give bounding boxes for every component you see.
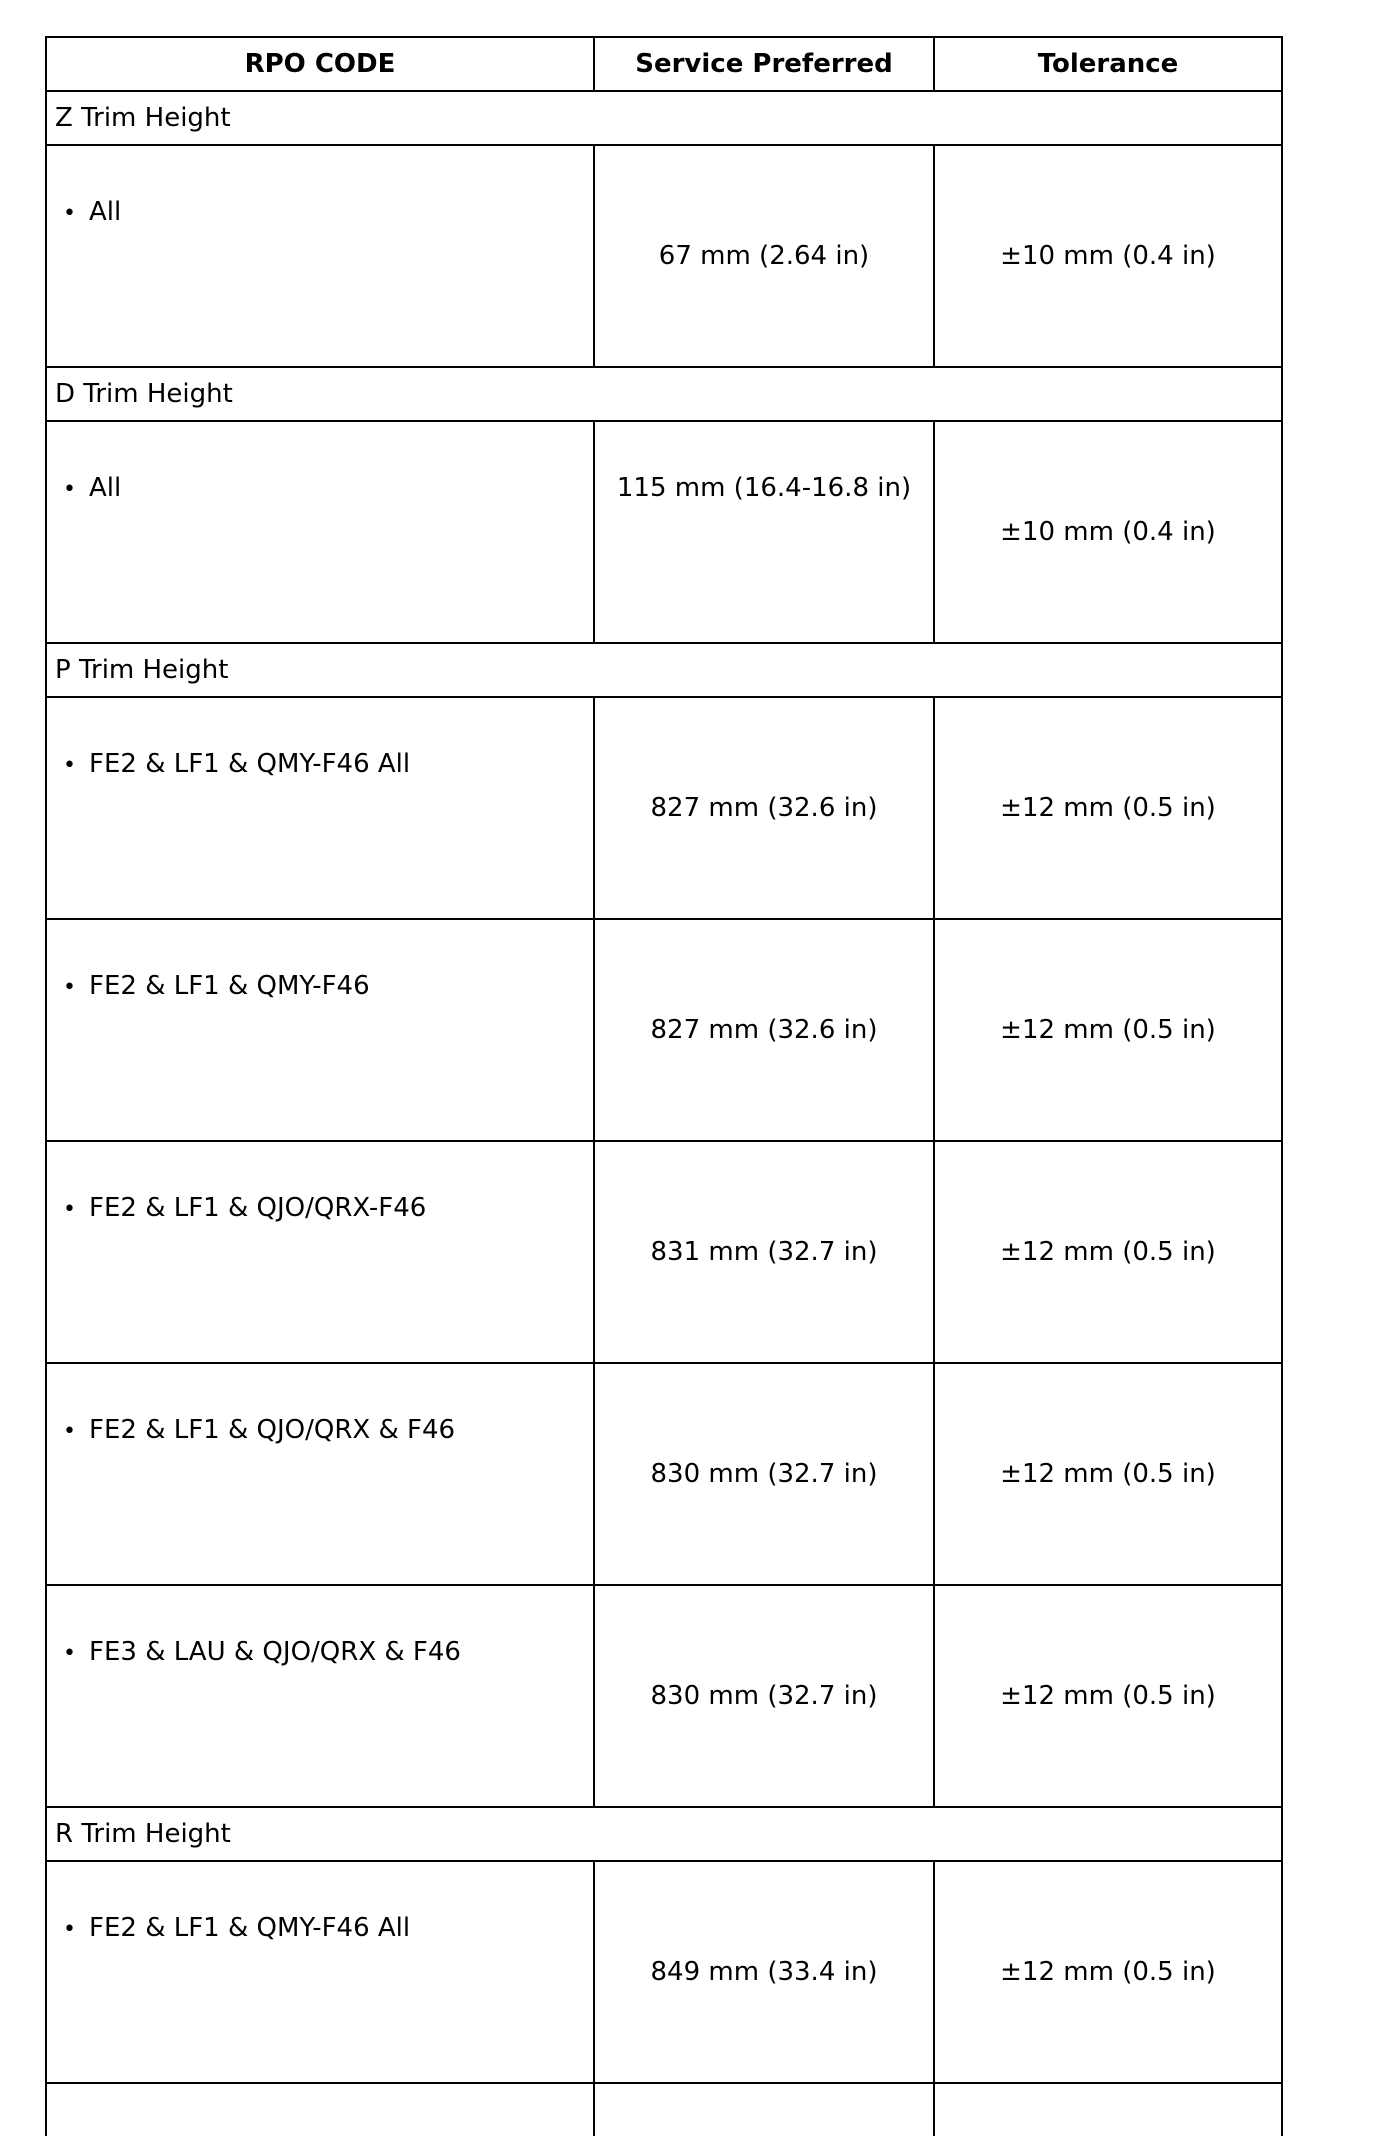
- section-row: [46, 91, 1282, 145]
- service-preferred-cell: 115 mm (16.4-16.8 in): [594, 421, 934, 643]
- trim-height-spec-table: [45, 36, 1283, 2136]
- section-title: P Trim Height: [46, 643, 1282, 697]
- tolerance-cell: ±10 mm (0.4 in): [934, 145, 1282, 367]
- section-row: [46, 643, 1282, 697]
- rpo-code-cell: [46, 421, 594, 643]
- document-page: [45, 36, 1281, 2136]
- header-service-preferred: Service Preferred: [594, 37, 934, 91]
- rpo-code-cell: [46, 697, 594, 919]
- rpo-code-text: All: [89, 197, 122, 227]
- bullet-icon: •: [63, 1917, 76, 1942]
- rpo-code-cell: [46, 1363, 594, 1585]
- tolerance-cell: ±12 mm (0.5 in): [934, 919, 1282, 1141]
- service-preferred-cell: 849 mm (33.4 in): [594, 1861, 934, 2083]
- tolerance-cell: ±12 mm (0.5 in): [934, 1363, 1282, 1585]
- rpo-code-cell: [46, 1861, 594, 2083]
- table-row: [46, 919, 1282, 1141]
- rpo-code-cell: [46, 1585, 594, 1807]
- tolerance-cell: ±10 mm (0.4 in): [934, 421, 1282, 643]
- rpo-code-text: FE2 & LF1 & QMY-F46 All: [89, 1913, 411, 1943]
- rpo-code-cell: [46, 1141, 594, 1363]
- tolerance-cell: ±12 mm (0.5 in): [934, 697, 1282, 919]
- section-row: [46, 1807, 1282, 1861]
- service-preferred-cell: 830 mm (32.7 in): [594, 1585, 934, 1807]
- empty-cell: [594, 2083, 934, 2136]
- header-rpo-code: RPO CODE: [46, 37, 594, 91]
- table-row: [46, 145, 1282, 367]
- section-title: R Trim Height: [46, 1807, 1282, 1861]
- table-row: [46, 1861, 1282, 2083]
- table-row: [46, 1585, 1282, 1807]
- bullet-icon: •: [63, 1641, 76, 1666]
- rpo-code-text: FE2 & LF1 & QMY-F46 All: [89, 749, 411, 779]
- bullet-icon: •: [63, 201, 76, 226]
- table-row: [46, 1363, 1282, 1585]
- bullet-icon: •: [63, 477, 76, 502]
- section-title: D Trim Height: [46, 367, 1282, 421]
- bullet-icon: •: [63, 975, 76, 1000]
- service-preferred-cell: 827 mm (32.6 in): [594, 919, 934, 1141]
- rpo-code-text: FE2 & LF1 & QJO/QRX & F46: [89, 1415, 456, 1445]
- table-row: [46, 1141, 1282, 1363]
- table-header-row: [46, 37, 1282, 91]
- bullet-icon: •: [63, 1197, 76, 1222]
- empty-cell: [934, 2083, 1282, 2136]
- tolerance-cell: ±12 mm (0.5 in): [934, 1141, 1282, 1363]
- rpo-code-cell: [46, 919, 594, 1141]
- section-row: [46, 367, 1282, 421]
- service-preferred-cell: 830 mm (32.7 in): [594, 1363, 934, 1585]
- rpo-code-text: FE3 & LAU & QJO/QRX & F46: [89, 1637, 461, 1667]
- rpo-code-text: FE2 & LF1 & QMY-F46: [89, 971, 370, 1001]
- rpo-code-text: All: [89, 473, 122, 503]
- tolerance-cell: ±12 mm (0.5 in): [934, 1861, 1282, 2083]
- rpo-code-text: FE2 & LF1 & QJO/QRX-F46: [89, 1193, 427, 1223]
- truncated-row: [46, 2083, 1282, 2136]
- empty-cell: [46, 2083, 594, 2136]
- service-preferred-cell: 831 mm (32.7 in): [594, 1141, 934, 1363]
- tolerance-cell: ±12 mm (0.5 in): [934, 1585, 1282, 1807]
- header-tolerance: Tolerance: [934, 37, 1282, 91]
- table-row: [46, 421, 1282, 643]
- service-preferred-cell: 67 mm (2.64 in): [594, 145, 934, 367]
- service-preferred-cell: 827 mm (32.6 in): [594, 697, 934, 919]
- table-row: [46, 697, 1282, 919]
- bullet-icon: •: [63, 1419, 76, 1444]
- bullet-icon: •: [63, 753, 76, 778]
- rpo-code-cell: [46, 145, 594, 367]
- section-title: Z Trim Height: [46, 91, 1282, 145]
